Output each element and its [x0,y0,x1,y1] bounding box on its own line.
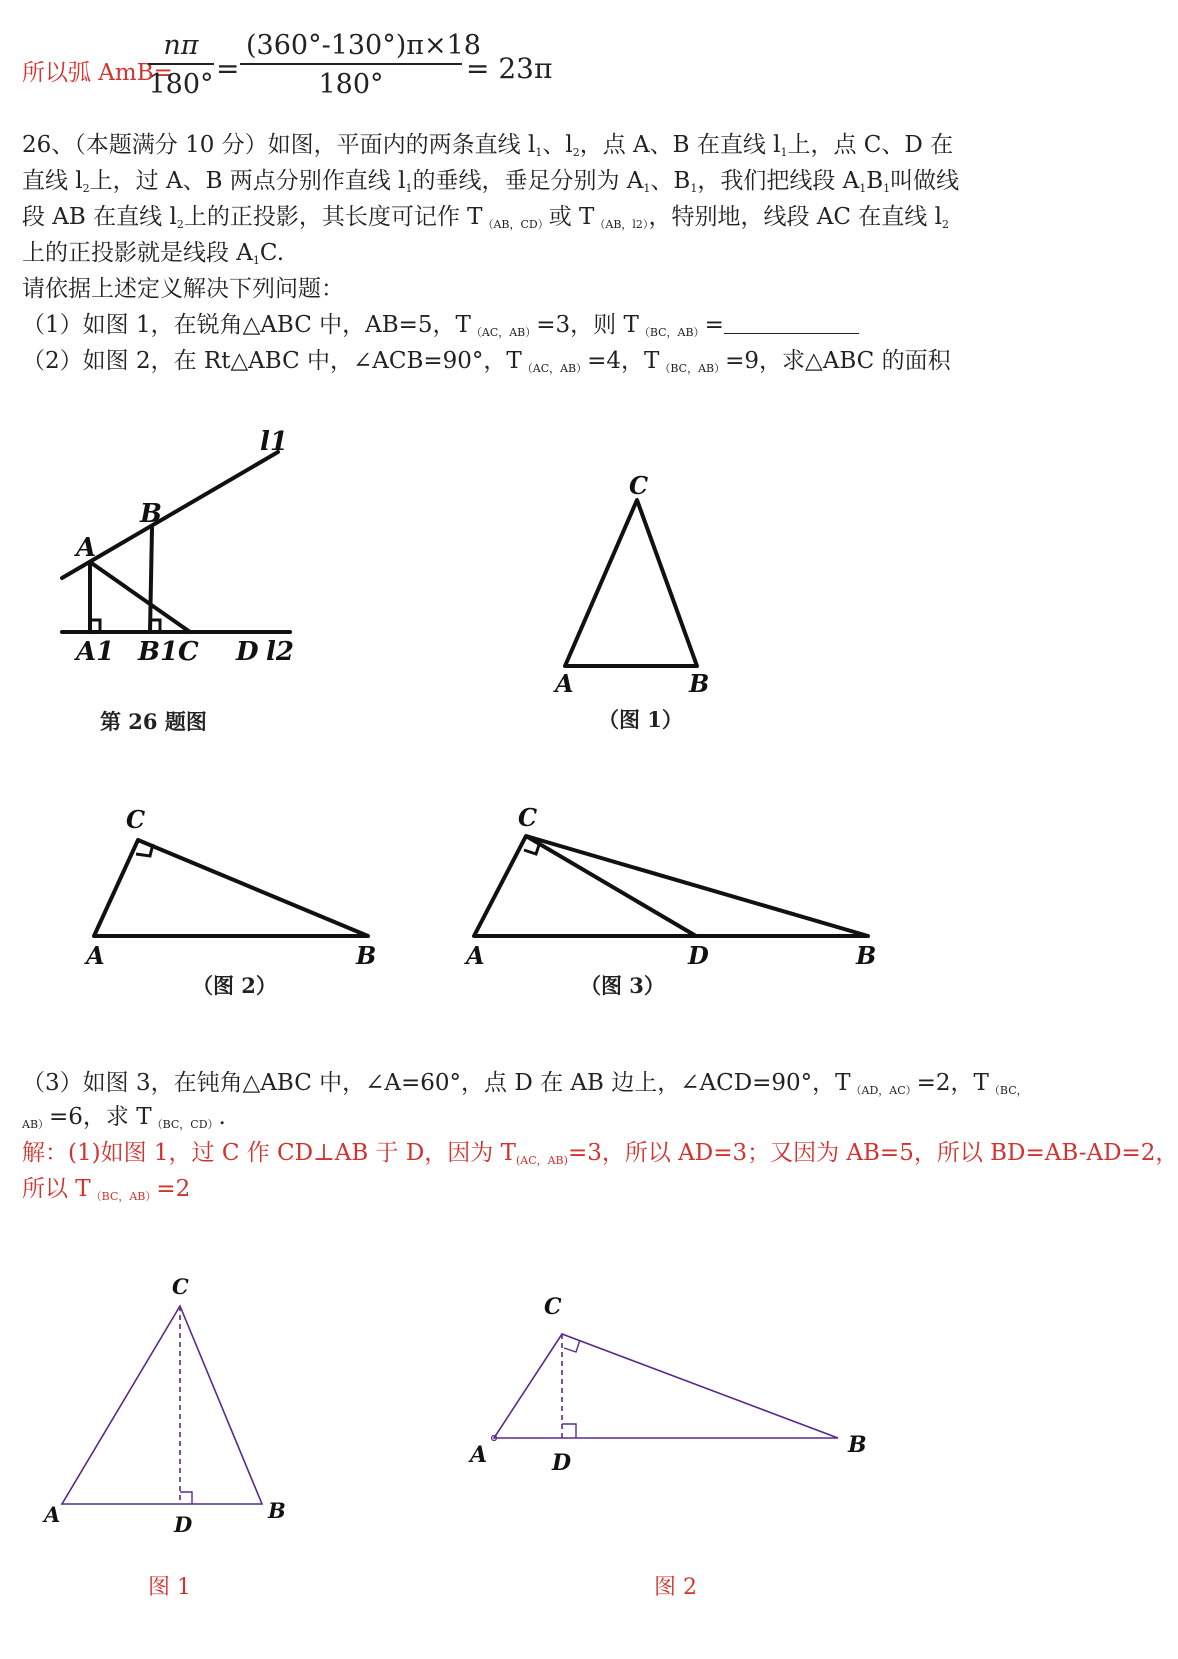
problem-line-2: 直线 $l_2$上，过 A、B 两点分别作直线 $l_1$的垂线，垂足分别为 $A_1$、$B_1$，我们把线段 $A_1B_1$叫做线 [22,168,960,195]
label-C: C [178,637,199,667]
label-D: D [236,637,259,667]
figure-26-caption: 第 26 题图 [100,709,207,734]
label-B: B [689,669,710,698]
label-A: A [470,1442,488,1468]
fraction-1-numerator: nπ [148,30,214,65]
figure-1-diagram [545,470,745,698]
instruction-line: 请依据上述定义解决下列问题： [22,276,344,302]
question-3: （3）如图 3，在钝角△ABC 中，∠A=60°，点 D 在 AB 边上，∠ACD=90°，$T_{(AD,AC)}=2$，$T_{(BC,}$ [22,1070,1028,1097]
figure-26-diagram [40,420,340,680]
label-A: A [76,533,97,563]
problem-line-4: 上的正投影就是线段 $A_1C$. [22,240,285,267]
solution-figure-2-diagram [470,1290,890,1510]
label-A: A [555,669,574,698]
solution-figure-2-caption: 图 2 [654,1575,697,1600]
label-B: B [140,499,162,529]
label-B: B [856,941,877,970]
figure-2-diagram [80,800,380,970]
problem-line-1: 26、（本题满分 10 分）如图，平面内的两条直线 $l_1$、$l_2$，点 A、B 在直线 $l_1$上，点 C、D 在 [22,132,954,159]
label-D: D [688,941,709,970]
perp-BB1 [150,528,152,632]
label-A: A [466,941,485,970]
label-A: A [86,941,105,970]
fraction-2-numerator: (360°-130°)π×18 [240,30,462,65]
solution-figure-1-diagram [40,1260,300,1540]
formula-prefix: 所以弧 AmB= [22,60,173,86]
question-3-continued: $_{AB)}$=6，求 $T_{(BC,CD)}$. [22,1104,226,1131]
label-A: A [44,1502,61,1527]
figure-3-diagram [460,800,880,970]
label-C: C [629,471,649,500]
figure-1-caption: （图 1） [598,707,683,732]
label-B1: B1 [138,637,179,667]
label-B: B [268,1498,286,1523]
label-C: C [126,805,146,834]
fraction-1-denominator: 180° [148,69,214,100]
segment-AC [90,562,190,632]
question-2: （2）如图 2，在 Rt△ABC 中，∠ACB=90°，$T_{(AC,AB)}=4$，$T_{(BC,AB)}=9$，求△ABC 的面积 [22,348,951,375]
label-B: B [848,1432,867,1458]
label-A1: A1 [76,637,115,667]
fraction-1 [148,30,214,100]
label-C: C [172,1274,189,1299]
label-l1: l1 [260,427,288,457]
label-D: D [174,1512,193,1537]
label-D: D [552,1450,572,1476]
figure-2-caption: （图 2） [192,973,277,998]
solution-line-1: 解：(1)如图 1，过 C 作 CD⊥AB 于 D，因为 $T_{(AC,AB)}=3$，所以 AD=3；又因为 AB=5，所以 BD=AB-AD=2， [22,1140,1178,1167]
figure-3-caption: （图 3） [580,973,665,998]
label-B: B [356,941,377,970]
answer-blank[interactable] [724,313,859,334]
label-C: C [544,1294,562,1320]
fraction-2 [240,30,481,100]
fraction-2-denominator: 180° [318,69,384,100]
label-l2: l2 [266,637,294,667]
label-C: C [518,803,538,832]
solution-figure-1-caption: 图 1 [148,1575,191,1600]
problem-line-3: 段 AB 在直线 $l_2$上的正投影，其长度可记作 $T_{(AB,CD)}$或 $T_{(AB,l2)}$，特别地，线段 AC 在直线 $l_2$ [22,204,949,231]
solution-line-2: 所以 $T_{(BC,AB)}=2$ [22,1176,191,1203]
question-1: （1）如图 1，在锐角△ABC 中，AB=5，$T_{(AC,AB)}=3$，则 $T_{(BC,AB)}=$ [22,306,859,340]
equals-sign: = [216,52,240,85]
formula-result: = 23π [466,52,553,85]
